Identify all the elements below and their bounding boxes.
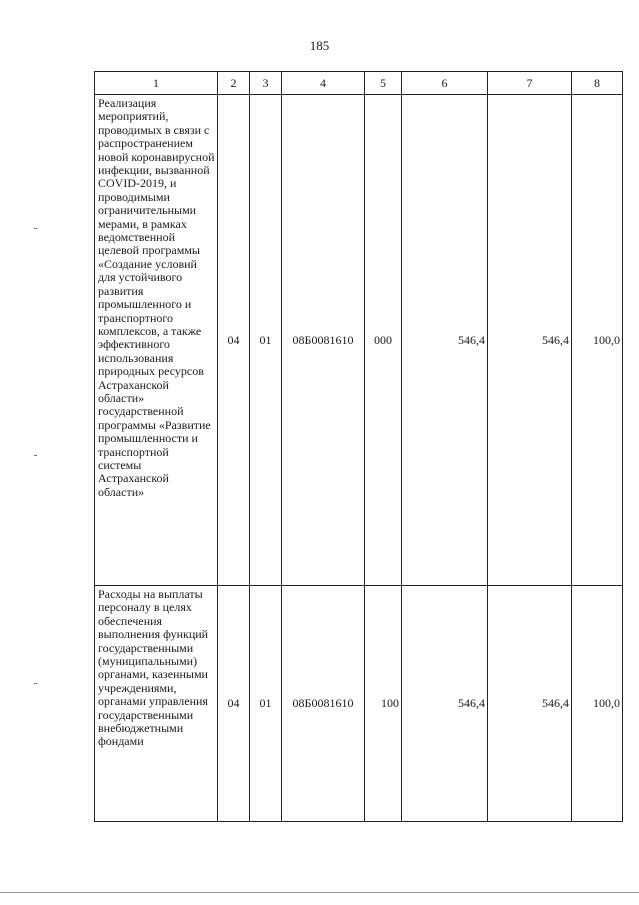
scan-artifact bbox=[34, 683, 37, 684]
header-col-7: 7 bbox=[488, 72, 572, 95]
row-percent-executed: 100,0 bbox=[572, 95, 623, 586]
table-row bbox=[95, 95, 623, 586]
header-col-3: 3 bbox=[250, 72, 282, 95]
row-percent-executed: 100,0 bbox=[572, 586, 623, 822]
row-amount-planned: 546,4 bbox=[402, 95, 488, 586]
table-row bbox=[95, 586, 623, 822]
header-col-4: 4 bbox=[282, 72, 365, 95]
row-target-article: 08Б0081610 bbox=[282, 586, 365, 822]
row-subsection: 01 bbox=[250, 586, 282, 822]
row-description: Расходы на выплаты персоналу в целях обеспечения выполнения функций государственными (муниципальными) органами, казенными учреждениями, органами управления государственными внебюджетными фондами bbox=[95, 586, 218, 822]
budget-table bbox=[94, 71, 623, 822]
header-col-2: 2 bbox=[218, 72, 250, 95]
row-expense-type: 100 bbox=[365, 586, 402, 822]
row-target-article: 08Б0081610 bbox=[282, 95, 365, 586]
page-number: 185 bbox=[309, 38, 330, 53]
header-col-6: 6 bbox=[402, 72, 488, 95]
header-col-5: 5 bbox=[365, 72, 402, 95]
scan-artifact bbox=[34, 455, 37, 456]
header-col-8: 8 bbox=[572, 72, 623, 95]
row-section: 04 bbox=[218, 95, 250, 586]
row-expense-type: 000 bbox=[365, 95, 402, 586]
header-row bbox=[95, 72, 623, 95]
page-bottom-edge bbox=[0, 892, 639, 893]
row-amount-executed: 546,4 bbox=[488, 95, 572, 586]
row-subsection: 01 bbox=[250, 95, 282, 586]
row-amount-executed: 546,4 bbox=[488, 586, 572, 822]
row-description: Реализация мероприятий, проводимых в связи с распространением новой коронавирусной инфекции, вызванной COVID-2019, и проводимыми ограничительными мерами, в рамках ведомственной целевой программы «Создание условий для устойчивого развития промышленного и транспортного комплексов, а также эффективного использования природных ресурсов Астраханской области» государственной программы «Развитие промышленности и транспортной системы Астраханской области» bbox=[95, 95, 218, 586]
row-section: 04 bbox=[218, 586, 250, 822]
scan-artifact bbox=[34, 228, 37, 229]
row-amount-planned: 546,4 bbox=[402, 586, 488, 822]
header-col-1: 1 bbox=[95, 72, 218, 95]
